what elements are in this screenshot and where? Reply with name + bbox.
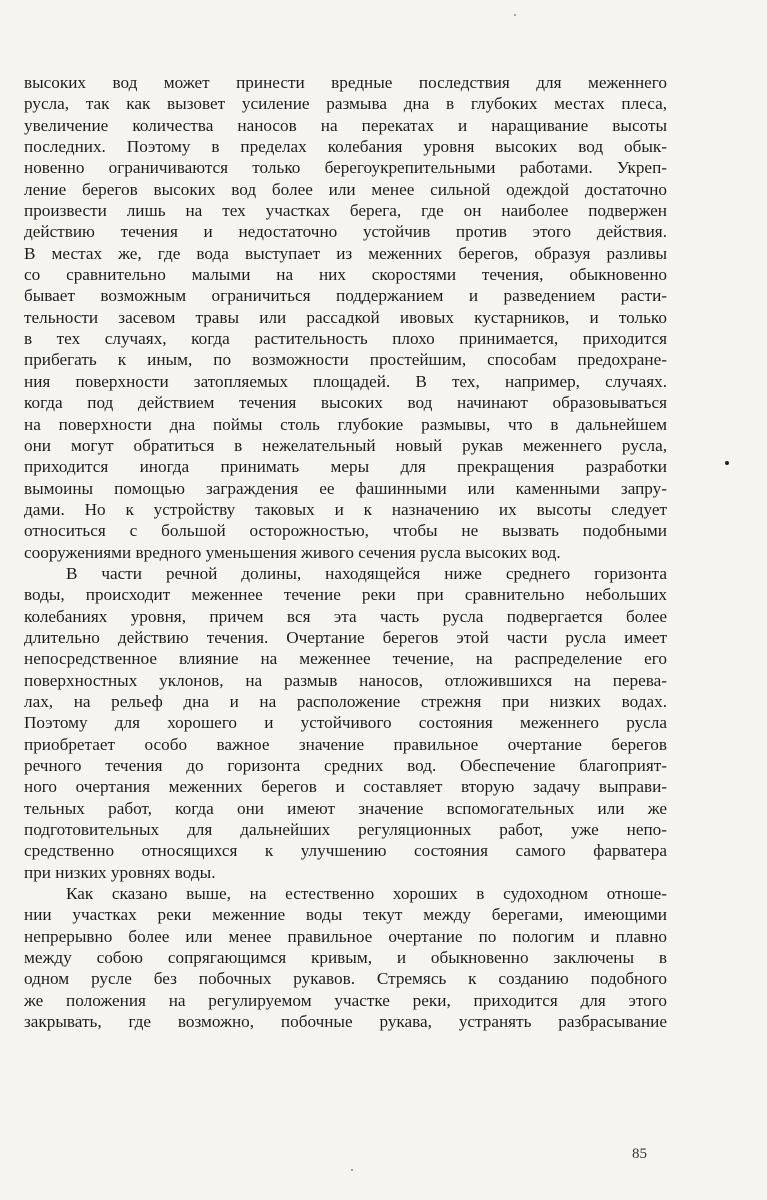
text-line: приходится иногда принимать меры для прекращения разработки: [24, 457, 667, 477]
text-line: закрывать, где возможно, побочные рукава, устранять разбрасывание: [24, 1012, 667, 1032]
text-line: бывает возможным ограничиться поддержанием и разведением расти-: [24, 286, 667, 306]
text-line: со сравнительно малыми на них скоростями течения, обыкновенно: [24, 265, 667, 285]
text-line: В части речной долины, находящейся ниже среднего горизонта: [66, 563, 667, 583]
text-line: Поэтому для хорошего и устойчивого состояния меженнего русла: [24, 713, 667, 733]
text-line: непрерывно более или менее правильное очертание по пологим и плавно: [24, 926, 667, 946]
text-line: воды, происходит меженнее течение реки при сравнительно небольших: [24, 585, 667, 605]
text-line: одном русле без побочных рукавов. Стремясь к созданию подобного: [24, 969, 667, 989]
text-line: средственно относящихся к улучшению состояния самого фарватера: [24, 841, 667, 861]
text-line: ного очертания меженних берегов и составляет вторую задачу выправи-: [24, 777, 667, 797]
text-line: же положения на регулируемом участке реки, приходится для этого: [24, 990, 667, 1010]
text-line: непосредственное влияние на меженнее течение, на распределение его: [24, 649, 667, 669]
body-text: [24, 72, 667, 1032]
text-line: на поверхности дна поймы столь глубокие размывы, что в дальнейшем: [24, 414, 667, 434]
text-line: ление берегов высоких вод более или менее сильной одеждой достаточно: [24, 179, 667, 199]
text-line: Как сказано выше, на естественно хороших в судоходном отноше-: [66, 884, 667, 904]
text-line: нии участках реки меженние воды текут между берегами, имеющими: [24, 905, 667, 925]
text-line: прибегать к иным, по возможности простейшим, способам предохране-: [24, 350, 667, 370]
text-line: между собою сопрягающимся кривым, и обыкновенно заключены в: [24, 948, 667, 968]
scan-speck: [351, 1169, 353, 1171]
text-line: сооружениями вредного уменьшения живого сечения русла высоких вод.: [24, 542, 561, 562]
scan-speck: [514, 14, 516, 16]
text-line: дами. Но к устройству таковых и к назначению их высоты следует: [24, 499, 667, 519]
text-line: тельных работ, когда они имеют значение вспомогательных или же: [24, 798, 667, 818]
text-line: они могут обратиться в нежелательный новый рукав меженнего русла,: [24, 435, 667, 455]
text-line: в тех случаях, когда растительность плохо принимается, приходится: [24, 329, 667, 349]
text-line: последних. Поэтому в пределах колебания уровня высоких вод обык-: [24, 137, 667, 157]
text-line: колебаниях уровня, причем вся эта часть русла подвергается более: [24, 606, 667, 626]
text-line: ния поверхности затопляемых площадей. В тех, например, случаях.: [24, 371, 667, 391]
scan-speck: [725, 461, 729, 465]
text-line: когда под действием течения высоких вод начинают образовываться: [24, 393, 667, 413]
text-line: русла, так как вызовет усиление размыва дна в глубоких местах плеса,: [24, 94, 667, 114]
text-line: приобретает особо важное значение правильное очертание берегов: [24, 734, 667, 754]
text-line: при низких уровнях воды.: [24, 862, 216, 882]
text-line: произвести лишь на тех участках берега, где он наиболее подвержен: [24, 201, 667, 221]
text-line: вымоины помощью заграждения ее фашинными или каменными запру-: [24, 478, 667, 498]
text-line: тельности засевом травы или рассадкой ивовых кустарников, и только: [24, 307, 667, 327]
text-line: действию течения и недостаточно устойчив против этого действия.: [24, 222, 667, 242]
text-line: В местах же, где вода выступает из меженних берегов, образуя разливы: [24, 243, 667, 263]
text-line: подготовительных для дальнейших регуляционных работ, уже непо-: [24, 820, 667, 840]
text-line: увеличение количества наносов на перекатах и наращивание высоты: [24, 115, 667, 135]
text-line: лах, на рельеф дна и на расположение стрежня при низких водах.: [24, 691, 667, 711]
text-line: поверхностных уклонов, на размыв наносов, отложившихся на перева-: [24, 670, 667, 690]
text-line: длительно действию течения. Очертание берегов этой части русла имеет: [24, 627, 667, 647]
page-number: 85: [632, 1146, 647, 1162]
text-line: речного течения до горизонта средних вод. Обеспечение благоприят-: [24, 756, 667, 775]
text-line: высоких вод может принести вредные последствия для меженнего: [24, 73, 667, 92]
text-line: новенно ограничиваются только берегоукрепительными работами. Укреп-: [24, 158, 667, 178]
text-line: относиться с большой осторожностью, чтобы не вызвать подобными: [24, 521, 667, 541]
